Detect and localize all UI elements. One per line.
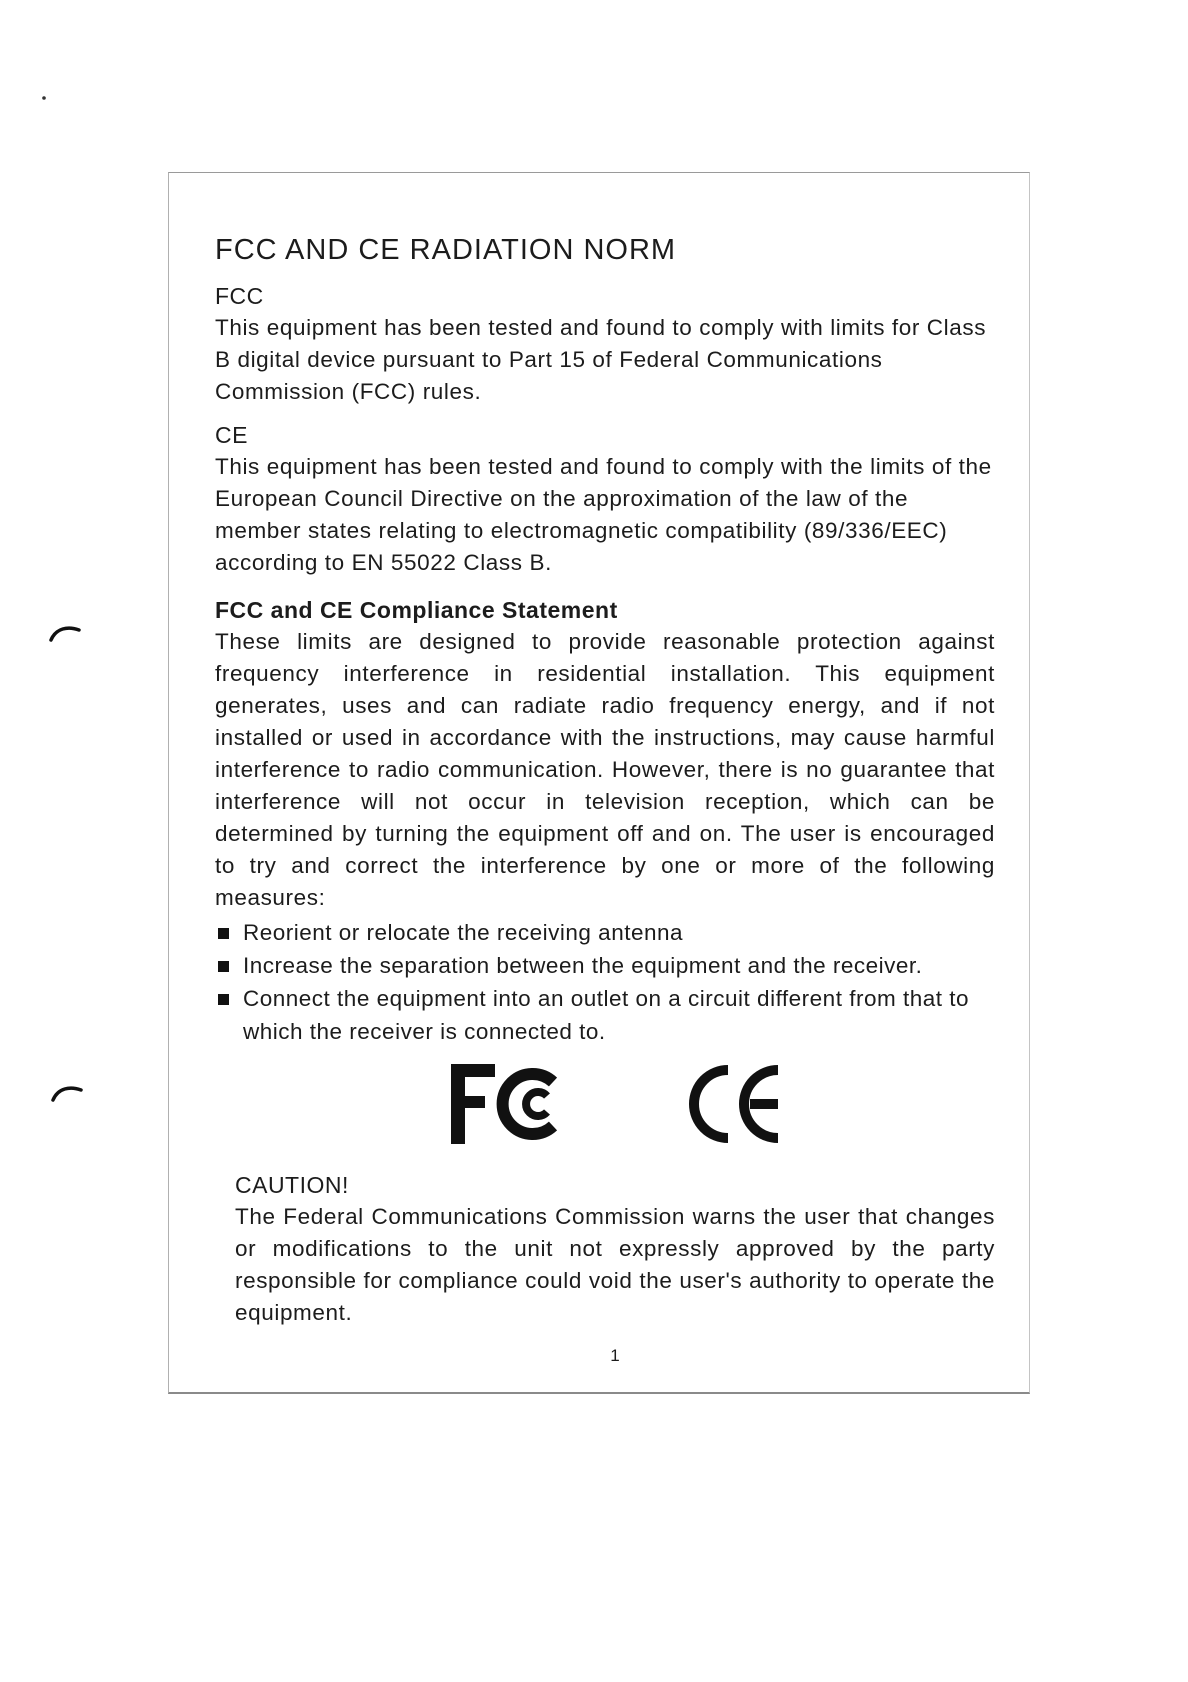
list-item [215, 982, 995, 1048]
measure-text: Connect the equipment into an outlet on a circuit different from that to which the receiver is connected to. [243, 986, 969, 1044]
measure-text: Increase the separation between the equipment and the receiver. [243, 953, 923, 978]
fcc-logo-icon [449, 1060, 567, 1148]
ce-heading: CE [215, 422, 248, 448]
ce-section [215, 422, 995, 579]
square-bullet-icon [218, 994, 229, 1005]
list-item [215, 949, 995, 982]
caution-heading: CAUTION! [235, 1172, 349, 1198]
fcc-section [215, 283, 995, 408]
measure-text: Reorient or relocate the receiving antenna [243, 920, 684, 945]
certification-logos [215, 1056, 995, 1158]
fcc-heading: FCC [215, 283, 264, 309]
ce-logo-icon [680, 1060, 790, 1148]
square-bullet-icon [218, 928, 229, 939]
scan-mark-hole-bottom [50, 1082, 84, 1104]
caution-section [215, 1172, 995, 1329]
caution-paragraph: The Federal Communications Commission warns the user that changes or modifications to the unit not expressly approved by the party responsible for compliance could void the user's authority to operate the equipment. [235, 1204, 995, 1325]
fcc-paragraph: This equipment has been tested and found to comply with limits for Class B digital device pursuant to Part 15 of Federal Communications Commission (FCC) rules. [215, 315, 987, 404]
ce-paragraph: This equipment has been tested and found to comply with the limits of the European Council Directive on the approximation of the law of the member states relating to electromagnetic compatibility (89/336/EEC) according to EN 55022 Class B. [215, 454, 992, 575]
compliance-heading: FCC and CE Compliance Statement [215, 597, 618, 623]
document-title: FCC AND CE RADIATION NORM [215, 234, 677, 266]
document-body [215, 234, 995, 1329]
measures-list [215, 916, 995, 1048]
compliance-section [215, 597, 995, 1048]
compliance-paragraph: These limits are designed to provide reasonable protection against frequency interference in residential installation. This equipment generates, uses and can radiate radio frequency energy, and if not installed or used in accordance with the instructions, may cause harmful interference to radio communication. However, there is no guarantee that interference will not occur in television reception, which can be determined by turning the equipment off and on. The user is encouraged to try and correct the interference by one or more of the following measures: [215, 629, 995, 910]
square-bullet-icon [218, 961, 229, 972]
scan-speck [40, 94, 48, 102]
list-item [215, 916, 995, 949]
scan-mark-hole-top [48, 622, 82, 644]
page-number: 1 [610, 1346, 620, 1365]
